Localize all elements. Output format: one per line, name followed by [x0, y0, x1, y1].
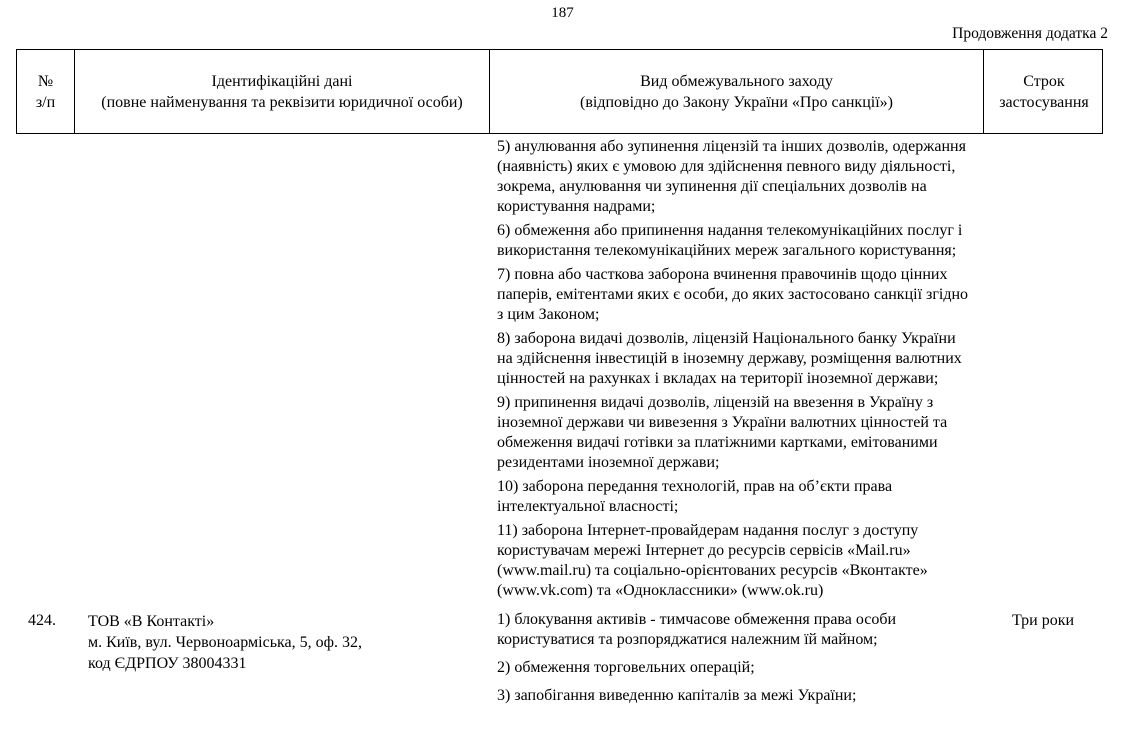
table-row-continuation	[16, 134, 1103, 605]
row-measures-cell	[489, 134, 983, 605]
table-header-row	[16, 49, 1103, 134]
measure-item-8: 8) заборона видачі дозволів, ліцензій Національного банку України на здійснення інвестицій в іноземну державу, розміщення валютних цінностей на рахунках і вкладах на території іноземної держави;	[497, 330, 962, 387]
entity-name: ТОВ «В Контакті»	[88, 613, 215, 630]
measure-item-9: 9) припинення видачі дозволів, ліцензій на ввезення в Україну з іноземної держави чи вивезення з України валютних цінностей та обмеження видачі готівки за платіжними картками, емітованими резидентами іноземної держави;	[497, 394, 948, 471]
row-term-cell: Три роки	[1011, 612, 1075, 629]
row-identification-cell	[74, 607, 489, 714]
measure-item-7: 7) повна або часткова заборона вчинення правочинів щодо цінних паперів, емітентами яких є особи, до яких застосовано санкції згідно з цим Законом;	[497, 266, 969, 323]
header-cell-measure	[490, 50, 984, 133]
measure-item-6: 6) обмеження або припинення надання телекомунікаційних послуг і використання телекомунікаційних мереж загального користування;	[497, 222, 963, 259]
measure-item-1: 1) блокування активів - тимчасове обмеження права особи користуватися та розпоряджатися належним їй майном;	[497, 611, 897, 648]
continuation-note: Продовження додатка 2	[952, 25, 1108, 42]
measure-item-10: 10) заборона передання технологій, прав на об’єкти права інтелектуальної власності;	[497, 478, 893, 515]
row-number-cell: 424.	[28, 612, 56, 629]
header-identification-line1: Ідентифікаційні дані	[211, 72, 353, 90]
entity-code: код ЄДРПОУ 38004331	[88, 655, 247, 672]
header-term-line2: застосування	[999, 93, 1089, 111]
page-number: 187	[551, 5, 574, 21]
header-term-line1: Строк	[1023, 72, 1065, 90]
header-measure-line2: (відповідно до Закону України «Про санкції»)	[580, 93, 893, 111]
measure-item-3: 3) запобігання виведенню капіталів за межі України;	[497, 687, 857, 704]
measure-item-5: 5) анулювання або зупинення ліцензій та інших дозволів, одержання (наявність) яких є умовою для здійснення певного виду діяльності, зокрема, анулювання чи зупинення дії спеціальних дозволів на користування надрами;	[497, 138, 966, 215]
table-row-424	[16, 607, 1103, 714]
header-identification-line2: (повне найменування та реквізити юридичної особи)	[101, 93, 463, 111]
header-number-line1: №	[37, 72, 54, 90]
header-cell-term	[984, 50, 1104, 133]
header-number-line2: з/п	[35, 93, 56, 111]
row-identification-cell	[74, 134, 489, 605]
header-cell-identification	[75, 50, 490, 133]
entity-address: м. Київ, вул. Червоноарміська, 5, оф. 32,	[88, 634, 362, 651]
measure-item-2: 2) обмеження торговельних операцій;	[497, 659, 755, 676]
sanctions-table	[16, 49, 1103, 714]
row-measures-cell	[489, 607, 983, 714]
header-measure-line1: Вид обмежувального заходу	[640, 72, 833, 90]
measure-item-11: 11) заборона Інтернет-провайдерам надання послуг з доступу користувачам мережі Інтернет до ресурсів сервісів «Mail.ru» (www.mail.ru) та соціально-орієнтованих ресурсів «Вконтакте» (www.vk.com) та «Одноклассники» (www.ok.ru)	[497, 522, 928, 599]
row-term-cell	[983, 134, 1103, 605]
header-cell-number	[17, 50, 75, 133]
row-number-cell	[16, 134, 74, 605]
